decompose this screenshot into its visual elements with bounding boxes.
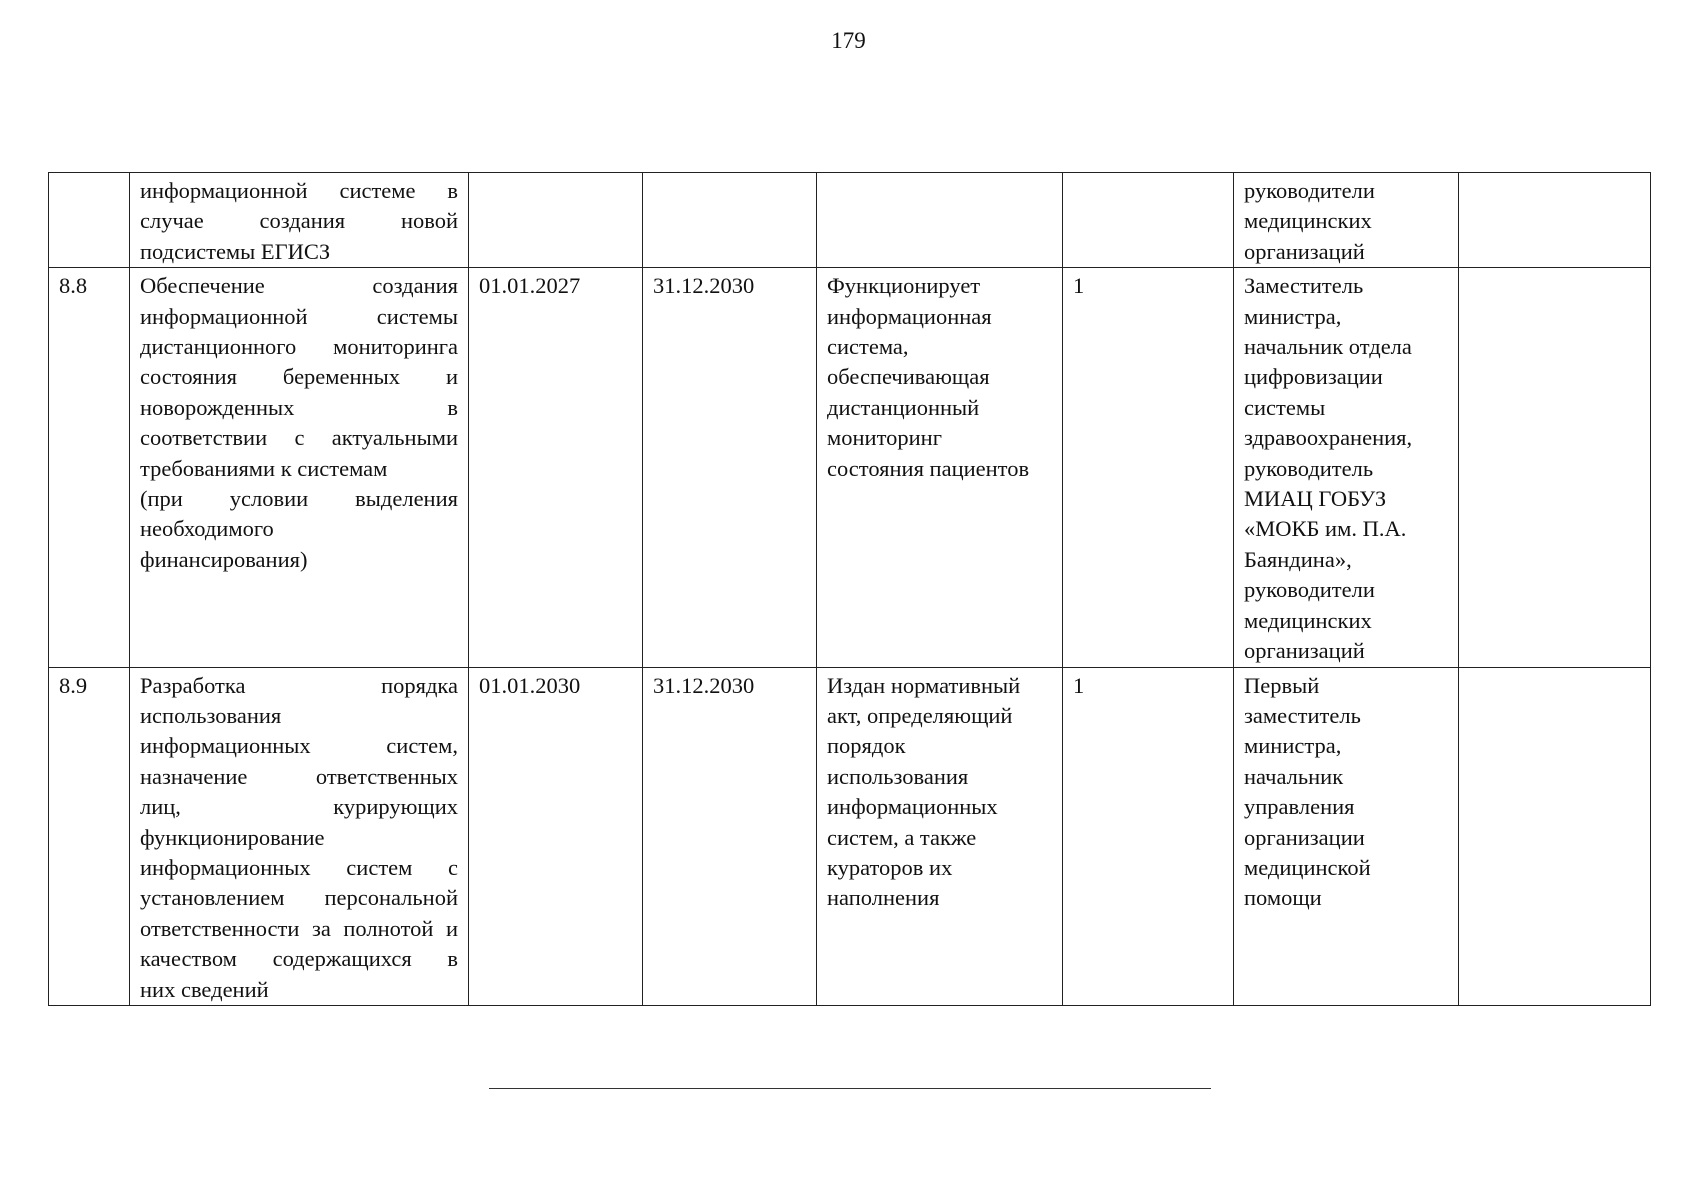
measure-name-cell-line: лиц, курирующих	[140, 794, 458, 820]
result-cell-line: дистанционный	[827, 394, 980, 420]
measure-name-cell	[130, 268, 469, 667]
measure-name-cell-line: требованиями к системам	[140, 455, 388, 481]
measure-name-cell-line: информационной системе в	[140, 178, 458, 203]
responsible-cell-line: заместитель	[1244, 702, 1361, 728]
end-date-cell: 31.12.2030	[643, 667, 817, 1005]
measure-name-cell-line: случае создания новой	[140, 208, 458, 234]
plan-table	[48, 172, 1651, 1006]
result-cell-line: систем, а также	[827, 824, 977, 850]
measure-name-cell-line: необходимого	[140, 516, 274, 542]
start-date-cell: 01.01.2027	[469, 268, 643, 667]
measure-name-cell-line: дистанционного мониторинга	[140, 334, 458, 360]
result-cell-line: использования	[827, 763, 969, 789]
end-date-cell: 31.12.2030	[643, 268, 817, 667]
responsible-cell	[1234, 667, 1459, 1005]
start-date-cell: 01.01.2030	[469, 667, 643, 1005]
responsible-cell-line: министра,	[1244, 733, 1342, 759]
measure-name-cell-line: новорожденных в	[140, 394, 458, 420]
note-cell	[1459, 173, 1651, 268]
row-number-cell	[49, 173, 130, 268]
responsible-cell-line: руководители	[1244, 178, 1375, 203]
result-cell-line: акт, определяющий	[827, 702, 1013, 728]
measure-name-cell-line: Обеспечение создания	[140, 273, 458, 299]
responsible-cell	[1234, 173, 1459, 268]
responsible-cell-line: Баяндина»,	[1244, 546, 1352, 572]
table-row	[49, 173, 1651, 268]
result-cell-line: кураторов их	[827, 854, 953, 880]
responsible-cell-line: управления	[1244, 794, 1355, 820]
table-row	[49, 667, 1651, 1005]
end-date-cell	[643, 173, 817, 268]
value-cell: 1	[1063, 667, 1234, 1005]
responsible-cell-line: организаций	[1244, 238, 1365, 264]
measure-name-cell-line: ответственности за полнотой и	[140, 915, 458, 941]
result-cell-line: состояния пациентов	[827, 455, 1030, 481]
responsible-cell-line: медицинских	[1244, 607, 1372, 633]
responsible-cell-line: медицинской	[1244, 854, 1371, 880]
result-cell-line: обеспечивающая	[827, 364, 990, 390]
result-cell-line: информационных	[827, 794, 998, 820]
measure-name-cell-line: качеством содержащихся в	[140, 946, 458, 972]
note-cell	[1459, 268, 1651, 667]
responsible-cell-line: Заместитель	[1244, 273, 1364, 299]
responsible-cell-line: руководитель	[1244, 455, 1374, 481]
value-cell: 1	[1063, 268, 1234, 667]
measure-name-cell-line: Разработка порядка	[140, 672, 458, 698]
footer-rule	[489, 1088, 1211, 1089]
result-cell-line: Издан нормативный	[827, 672, 1021, 698]
result-cell	[817, 667, 1063, 1005]
start-date-cell	[469, 173, 643, 268]
measure-name-cell-line: подсистемы ЕГИСЗ	[140, 238, 331, 264]
responsible-cell-line: Первый	[1244, 672, 1320, 698]
result-cell-line: мониторинг	[827, 425, 942, 451]
measure-name-cell-line: них сведений	[140, 976, 269, 1002]
measure-name-cell-line: финансирования)	[140, 546, 308, 572]
measure-name-cell-line: (при условии выделения	[140, 486, 458, 512]
row-number-cell: 8.9	[49, 667, 130, 1005]
responsible-cell-line: начальник отдела	[1244, 334, 1412, 360]
measure-name-cell-line: информационной системы	[140, 303, 458, 329]
note-cell	[1459, 667, 1651, 1005]
result-cell-line: информационная	[827, 303, 992, 329]
result-cell-line: порядок	[827, 733, 906, 759]
table-row	[49, 268, 1651, 667]
measure-name-cell-line: информационных систем с	[140, 854, 458, 880]
result-cell	[817, 268, 1063, 667]
measure-name-cell-line: установлением персональной	[140, 885, 458, 911]
responsible-cell-line: здравоохранения,	[1244, 425, 1413, 451]
responsible-cell-line: МИАЦ ГОБУЗ	[1244, 486, 1387, 512]
result-cell-line: Функционирует	[827, 273, 981, 299]
responsible-cell-line: помощи	[1244, 885, 1322, 911]
measure-name-cell-line: функционирование	[140, 824, 325, 850]
responsible-cell-line: министра,	[1244, 303, 1342, 329]
result-cell	[817, 173, 1063, 268]
responsible-cell-line: медицинских	[1244, 208, 1372, 234]
responsible-cell-line: цифровизации	[1244, 364, 1383, 390]
result-cell-line: наполнения	[827, 885, 940, 911]
responsible-cell-line: системы	[1244, 394, 1326, 420]
responsible-cell-line: начальник	[1244, 763, 1344, 789]
measure-name-cell-line: использования	[140, 702, 282, 728]
measure-name-cell	[130, 667, 469, 1005]
measure-name-cell-line: состояния беременных и	[140, 364, 458, 390]
measure-name-cell-line: соответствии с актуальными	[140, 425, 458, 451]
responsible-cell-line: организаций	[1244, 638, 1365, 664]
table-body	[49, 173, 1651, 1006]
measure-name-cell-line: назначение ответственных	[140, 763, 458, 789]
responsible-cell	[1234, 268, 1459, 667]
responsible-cell-line: «МОКБ им. П.А.	[1244, 516, 1407, 542]
page-number: 179	[831, 28, 866, 53]
responsible-cell-line: организации	[1244, 824, 1365, 850]
responsible-cell-line: руководители	[1244, 577, 1375, 603]
measure-name-cell	[130, 173, 469, 268]
measure-name-cell-line: информационных систем,	[140, 733, 458, 759]
result-cell-line: система,	[827, 334, 909, 360]
value-cell	[1063, 173, 1234, 268]
row-number-cell: 8.8	[49, 268, 130, 667]
